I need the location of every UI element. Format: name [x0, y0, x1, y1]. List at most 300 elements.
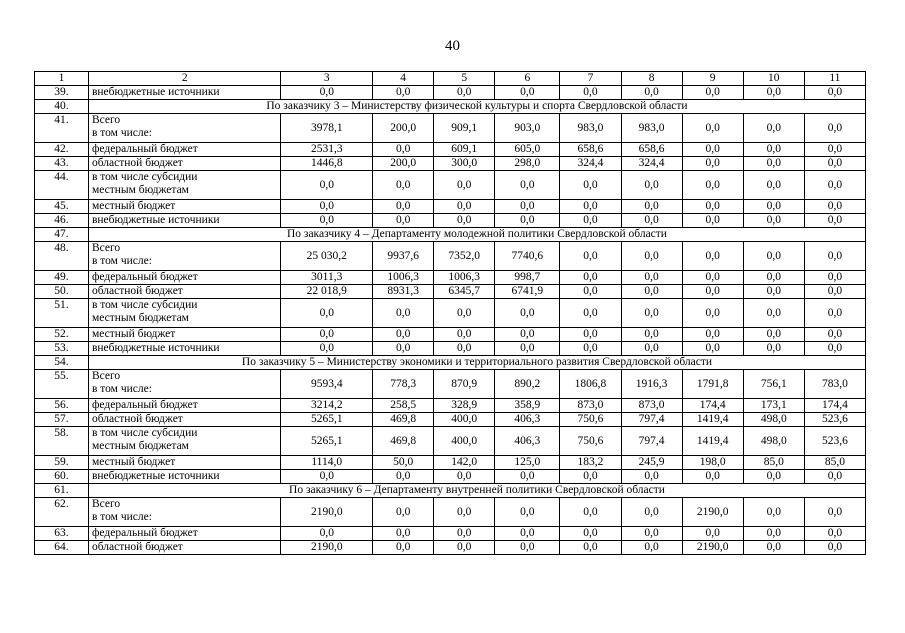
value-cell: 498,0: [743, 427, 804, 456]
table-row: [35, 370, 866, 399]
value-cell: 658,6: [621, 143, 682, 157]
row-number: 45.: [35, 200, 89, 214]
value-cell: 1446,8: [281, 157, 373, 171]
value-cell: 0,0: [373, 328, 434, 342]
value-cell: 0,0: [621, 328, 682, 342]
value-cell: 0,0: [434, 214, 495, 228]
value-cell: 0,0: [281, 214, 373, 228]
row-number: 60.: [35, 470, 89, 484]
value-cell: 0,0: [804, 342, 865, 356]
row-number: 49.: [35, 271, 89, 285]
row-label: [88, 271, 280, 285]
value-cell: 0,0: [682, 342, 743, 356]
value-cell: 2190,0: [281, 541, 373, 555]
value-cell: 0,0: [682, 86, 743, 100]
value-cell: 469,8: [373, 427, 434, 456]
value-cell: 0,0: [281, 299, 373, 328]
value-cell: 7740,6: [495, 242, 560, 271]
value-cell: 1791,8: [682, 370, 743, 399]
value-cell: 0,0: [682, 527, 743, 541]
value-cell: 0,0: [281, 328, 373, 342]
row-number: 54.: [35, 356, 89, 370]
table-row: [35, 328, 866, 342]
value-cell: 0,0: [804, 328, 865, 342]
row-label: [88, 370, 280, 399]
value-cell: 0,0: [434, 328, 495, 342]
value-cell: 50,0: [373, 456, 434, 470]
value-cell: 0,0: [434, 86, 495, 100]
value-cell: 0,0: [621, 271, 682, 285]
section-title: По заказчику 4 – Департаменту молодежной политики Свердловской области: [88, 228, 865, 242]
section-title: По заказчику 5 – Министерству экономики и территориального развития Свердловской области: [88, 356, 865, 370]
value-cell: 0,0: [434, 342, 495, 356]
value-cell: 0,0: [560, 299, 621, 328]
row-label-line: федеральный бюджет: [91, 143, 198, 155]
value-cell: 0,0: [560, 498, 621, 527]
value-cell: 0,0: [682, 114, 743, 143]
table-row: [35, 114, 866, 143]
value-cell: 0,0: [621, 171, 682, 200]
value-cell: 406,3: [495, 413, 560, 427]
row-label: [88, 541, 280, 555]
value-cell: 0,0: [743, 171, 804, 200]
row-label-line: федеральный бюджет: [91, 527, 198, 539]
value-cell: 1006,3: [373, 271, 434, 285]
row-number: 46.: [35, 214, 89, 228]
value-cell: 22 018,9: [281, 285, 373, 299]
row-label-line: областной бюджет: [91, 413, 183, 425]
value-cell: 0,0: [495, 328, 560, 342]
value-cell: 0,0: [560, 328, 621, 342]
row-label-line: Всего: [91, 242, 121, 254]
value-cell: 174,4: [804, 399, 865, 413]
value-cell: 0,0: [743, 541, 804, 555]
value-cell: 0,0: [743, 527, 804, 541]
value-cell: 0,0: [682, 299, 743, 328]
table-row: [35, 214, 866, 228]
value-cell: 0,0: [621, 285, 682, 299]
row-number: 57.: [35, 413, 89, 427]
row-label-line: в том числе:: [91, 511, 152, 523]
value-cell: 0,0: [373, 143, 434, 157]
row-number: 50.: [35, 285, 89, 299]
value-cell: 0,0: [682, 242, 743, 271]
row-label-line: областной бюджет: [91, 541, 183, 553]
value-cell: 0,0: [804, 171, 865, 200]
value-cell: 0,0: [560, 200, 621, 214]
table-row: [35, 527, 866, 541]
value-cell: 258,5: [373, 399, 434, 413]
value-cell: 200,0: [373, 114, 434, 143]
table-row: [35, 171, 866, 200]
value-cell: 298,0: [495, 157, 560, 171]
value-cell: 25 030,2: [281, 242, 373, 271]
row-label: [88, 214, 280, 228]
value-cell: 0,0: [373, 214, 434, 228]
value-cell: 0,0: [495, 498, 560, 527]
value-cell: 0,0: [281, 342, 373, 356]
row-label-line: внебюджетные источники: [91, 86, 220, 98]
row-label-line: в том числе:: [91, 127, 152, 139]
value-cell: 609,1: [434, 143, 495, 157]
value-cell: 0,0: [743, 143, 804, 157]
row-number: 43.: [35, 157, 89, 171]
value-cell: 0,0: [495, 299, 560, 328]
value-cell: 8931,3: [373, 285, 434, 299]
value-cell: 3978,1: [281, 114, 373, 143]
value-cell: 0,0: [804, 143, 865, 157]
value-cell: 0,0: [560, 214, 621, 228]
value-cell: 0,0: [621, 541, 682, 555]
row-label-line: областной бюджет: [91, 285, 183, 297]
value-cell: 0,0: [281, 86, 373, 100]
row-label-line: внебюджетные источники: [91, 342, 220, 354]
table-row: [35, 399, 866, 413]
value-cell: 0,0: [373, 470, 434, 484]
value-cell: 1006,3: [434, 271, 495, 285]
value-cell: 0,0: [621, 214, 682, 228]
value-cell: 300,0: [434, 157, 495, 171]
row-label: [88, 143, 280, 157]
row-label-line: в том числе:: [91, 383, 152, 395]
value-cell: 0,0: [281, 527, 373, 541]
value-cell: 0,0: [560, 470, 621, 484]
value-cell: 328,9: [434, 399, 495, 413]
value-cell: 142,0: [434, 456, 495, 470]
header-cell: 10: [743, 72, 804, 86]
row-label: [88, 157, 280, 171]
section-row: [35, 484, 866, 498]
value-cell: 658,6: [560, 143, 621, 157]
row-number: 40.: [35, 100, 89, 114]
table-row: [35, 413, 866, 427]
row-label: [88, 200, 280, 214]
value-cell: 0,0: [743, 498, 804, 527]
value-cell: 1419,4: [682, 413, 743, 427]
row-label: [88, 427, 280, 456]
value-cell: 983,0: [560, 114, 621, 143]
value-cell: 1916,3: [621, 370, 682, 399]
row-label: [88, 470, 280, 484]
value-cell: 0,0: [434, 299, 495, 328]
section-row: [35, 228, 866, 242]
value-cell: 200,0: [373, 157, 434, 171]
value-cell: 0,0: [373, 541, 434, 555]
row-number: 48.: [35, 242, 89, 271]
value-cell: 873,0: [560, 399, 621, 413]
value-cell: 0,0: [743, 285, 804, 299]
row-label: [88, 399, 280, 413]
value-cell: 1419,4: [682, 427, 743, 456]
section-row: [35, 100, 866, 114]
value-cell: 125,0: [495, 456, 560, 470]
row-number: 53.: [35, 342, 89, 356]
table-row: [35, 299, 866, 328]
value-cell: 0,0: [495, 171, 560, 200]
value-cell: 0,0: [682, 171, 743, 200]
row-number: 41.: [35, 114, 89, 143]
row-label: [88, 328, 280, 342]
header-cell: 1: [35, 72, 89, 86]
value-cell: 0,0: [743, 200, 804, 214]
value-cell: 5265,1: [281, 413, 373, 427]
value-cell: 783,0: [804, 370, 865, 399]
value-cell: 1114,0: [281, 456, 373, 470]
value-cell: 0,0: [373, 299, 434, 328]
table-row: [35, 271, 866, 285]
row-label: [88, 242, 280, 271]
value-cell: 0,0: [373, 171, 434, 200]
header-cell: 7: [560, 72, 621, 86]
value-cell: 400,0: [434, 427, 495, 456]
table-row: [35, 242, 866, 271]
value-cell: 2190,0: [682, 498, 743, 527]
row-number: 58.: [35, 427, 89, 456]
value-cell: 0,0: [373, 342, 434, 356]
value-cell: 85,0: [743, 456, 804, 470]
section-title: По заказчику 6 – Департаменту внутренней политики Свердловской области: [88, 484, 865, 498]
value-cell: 0,0: [560, 342, 621, 356]
value-cell: 0,0: [682, 470, 743, 484]
value-cell: 0,0: [373, 200, 434, 214]
value-cell: 0,0: [373, 498, 434, 527]
value-cell: 0,0: [621, 470, 682, 484]
value-cell: 0,0: [804, 498, 865, 527]
value-cell: 903,0: [495, 114, 560, 143]
value-cell: 0,0: [743, 242, 804, 271]
value-cell: 0,0: [804, 541, 865, 555]
value-cell: 0,0: [804, 114, 865, 143]
row-label-line: местным бюджетам: [91, 440, 189, 452]
value-cell: 0,0: [434, 541, 495, 555]
value-cell: 0,0: [621, 86, 682, 100]
value-cell: 2531,3: [281, 143, 373, 157]
value-cell: 0,0: [434, 527, 495, 541]
row-label: [88, 299, 280, 328]
header-cell: 6: [495, 72, 560, 86]
value-cell: 324,4: [621, 157, 682, 171]
value-cell: 0,0: [743, 299, 804, 328]
row-label: [88, 527, 280, 541]
value-cell: 0,0: [804, 299, 865, 328]
value-cell: 9937,6: [373, 242, 434, 271]
value-cell: 0,0: [434, 498, 495, 527]
value-cell: 0,0: [682, 285, 743, 299]
value-cell: 498,0: [743, 413, 804, 427]
value-cell: 0,0: [743, 271, 804, 285]
row-label-line: внебюджетные источники: [91, 214, 220, 226]
value-cell: 0,0: [804, 214, 865, 228]
row-label-line: в том числе субсидии: [91, 427, 198, 439]
table-row: [35, 498, 866, 527]
value-cell: 756,1: [743, 370, 804, 399]
value-cell: 0,0: [682, 271, 743, 285]
value-cell: 0,0: [434, 470, 495, 484]
value-cell: 0,0: [682, 157, 743, 171]
row-label: [88, 456, 280, 470]
header-cell: 9: [682, 72, 743, 86]
row-label-line: Всего: [91, 370, 121, 382]
value-cell: 0,0: [743, 157, 804, 171]
row-number: 55.: [35, 370, 89, 399]
header-row: [35, 72, 866, 86]
page-number: 40: [445, 38, 460, 54]
value-cell: 0,0: [682, 143, 743, 157]
value-cell: 173,1: [743, 399, 804, 413]
value-cell: 406,3: [495, 427, 560, 456]
value-cell: 400,0: [434, 413, 495, 427]
value-cell: 0,0: [743, 470, 804, 484]
table-row: [35, 86, 866, 100]
value-cell: 523,6: [804, 413, 865, 427]
value-cell: 0,0: [560, 171, 621, 200]
header-cell: 2: [88, 72, 280, 86]
value-cell: 0,0: [621, 342, 682, 356]
value-cell: 183,2: [560, 456, 621, 470]
row-label-line: Всего: [91, 498, 121, 510]
value-cell: 245,9: [621, 456, 682, 470]
value-cell: 750,6: [560, 413, 621, 427]
row-label: [88, 413, 280, 427]
row-label: [88, 498, 280, 527]
value-cell: 797,4: [621, 427, 682, 456]
value-cell: 0,0: [804, 242, 865, 271]
value-cell: 0,0: [560, 271, 621, 285]
section-title: По заказчику 3 – Министерству физической культуры и спорта Свердловской области: [88, 100, 865, 114]
row-label-line: местный бюджет: [91, 200, 176, 212]
table-row: [35, 427, 866, 456]
value-cell: 0,0: [743, 214, 804, 228]
header-cell: 3: [281, 72, 373, 86]
table-row: [35, 200, 866, 214]
value-cell: 0,0: [495, 541, 560, 555]
table-row: [35, 143, 866, 157]
value-cell: 0,0: [560, 541, 621, 555]
value-cell: 6741,9: [495, 285, 560, 299]
value-cell: 0,0: [495, 527, 560, 541]
row-number: 59.: [35, 456, 89, 470]
value-cell: 0,0: [682, 214, 743, 228]
value-cell: 0,0: [281, 171, 373, 200]
header-cell: 5: [434, 72, 495, 86]
value-cell: 3214,2: [281, 399, 373, 413]
value-cell: 0,0: [621, 242, 682, 271]
row-label-line: в том числе субсидии: [91, 171, 198, 183]
row-label-line: местным бюджетам: [91, 184, 189, 196]
value-cell: 174,4: [682, 399, 743, 413]
row-number: 61.: [35, 484, 89, 498]
value-cell: 890,2: [495, 370, 560, 399]
value-cell: 3011,3: [281, 271, 373, 285]
value-cell: 0,0: [495, 200, 560, 214]
table-row: [35, 470, 866, 484]
row-number: 39.: [35, 86, 89, 100]
row-label-line: в том числе:: [91, 255, 152, 267]
value-cell: 0,0: [804, 271, 865, 285]
row-number: 51.: [35, 299, 89, 328]
value-cell: 0,0: [281, 470, 373, 484]
value-cell: 0,0: [495, 470, 560, 484]
value-cell: 0,0: [495, 86, 560, 100]
value-cell: 0,0: [281, 200, 373, 214]
value-cell: 0,0: [495, 342, 560, 356]
value-cell: 605,0: [495, 143, 560, 157]
value-cell: 5265,1: [281, 427, 373, 456]
row-label-line: федеральный бюджет: [91, 399, 198, 411]
row-number: 56.: [35, 399, 89, 413]
value-cell: 85,0: [804, 456, 865, 470]
row-label-line: Всего: [91, 114, 121, 126]
row-number: 64.: [35, 541, 89, 555]
value-cell: 778,3: [373, 370, 434, 399]
value-cell: 0,0: [373, 527, 434, 541]
row-label-line: местным бюджетам: [91, 312, 189, 324]
value-cell: 873,0: [621, 399, 682, 413]
value-cell: 0,0: [804, 470, 865, 484]
value-cell: 0,0: [560, 285, 621, 299]
value-cell: 0,0: [804, 86, 865, 100]
value-cell: 0,0: [804, 527, 865, 541]
value-cell: 998,7: [495, 271, 560, 285]
value-cell: 7352,0: [434, 242, 495, 271]
section-row: [35, 356, 866, 370]
value-cell: 0,0: [682, 200, 743, 214]
row-number: 44.: [35, 171, 89, 200]
value-cell: 0,0: [560, 527, 621, 541]
value-cell: 0,0: [495, 214, 560, 228]
value-cell: 0,0: [804, 285, 865, 299]
value-cell: 324,4: [560, 157, 621, 171]
table-row: [35, 456, 866, 470]
row-number: 52.: [35, 328, 89, 342]
value-cell: 0,0: [804, 200, 865, 214]
row-label-line: местный бюджет: [91, 328, 176, 340]
value-cell: 0,0: [621, 498, 682, 527]
value-cell: 0,0: [621, 527, 682, 541]
value-cell: 797,4: [621, 413, 682, 427]
row-label: [88, 342, 280, 356]
table-row: [35, 157, 866, 171]
value-cell: 983,0: [621, 114, 682, 143]
value-cell: 358,9: [495, 399, 560, 413]
value-cell: 2190,0: [281, 498, 373, 527]
value-cell: 0,0: [560, 242, 621, 271]
value-cell: 0,0: [434, 200, 495, 214]
row-label-line: в том числе субсидии: [91, 299, 198, 311]
table-row: [35, 541, 866, 555]
row-label: [88, 86, 280, 100]
header-cell: 8: [621, 72, 682, 86]
value-cell: 0,0: [804, 157, 865, 171]
value-cell: 0,0: [621, 299, 682, 328]
row-label: [88, 285, 280, 299]
value-cell: 6345,7: [434, 285, 495, 299]
value-cell: 0,0: [621, 200, 682, 214]
header-cell: 11: [804, 72, 865, 86]
row-label-line: федеральный бюджет: [91, 271, 198, 283]
row-label-line: внебюджетные источники: [91, 470, 220, 482]
row-label: [88, 114, 280, 143]
value-cell: 2190,0: [682, 541, 743, 555]
value-cell: 469,8: [373, 413, 434, 427]
table-row: [35, 342, 866, 356]
table-row: [35, 285, 866, 299]
value-cell: 0,0: [373, 86, 434, 100]
value-cell: 0,0: [743, 114, 804, 143]
row-number: 47.: [35, 228, 89, 242]
row-number: 42.: [35, 143, 89, 157]
row-number: 63.: [35, 527, 89, 541]
